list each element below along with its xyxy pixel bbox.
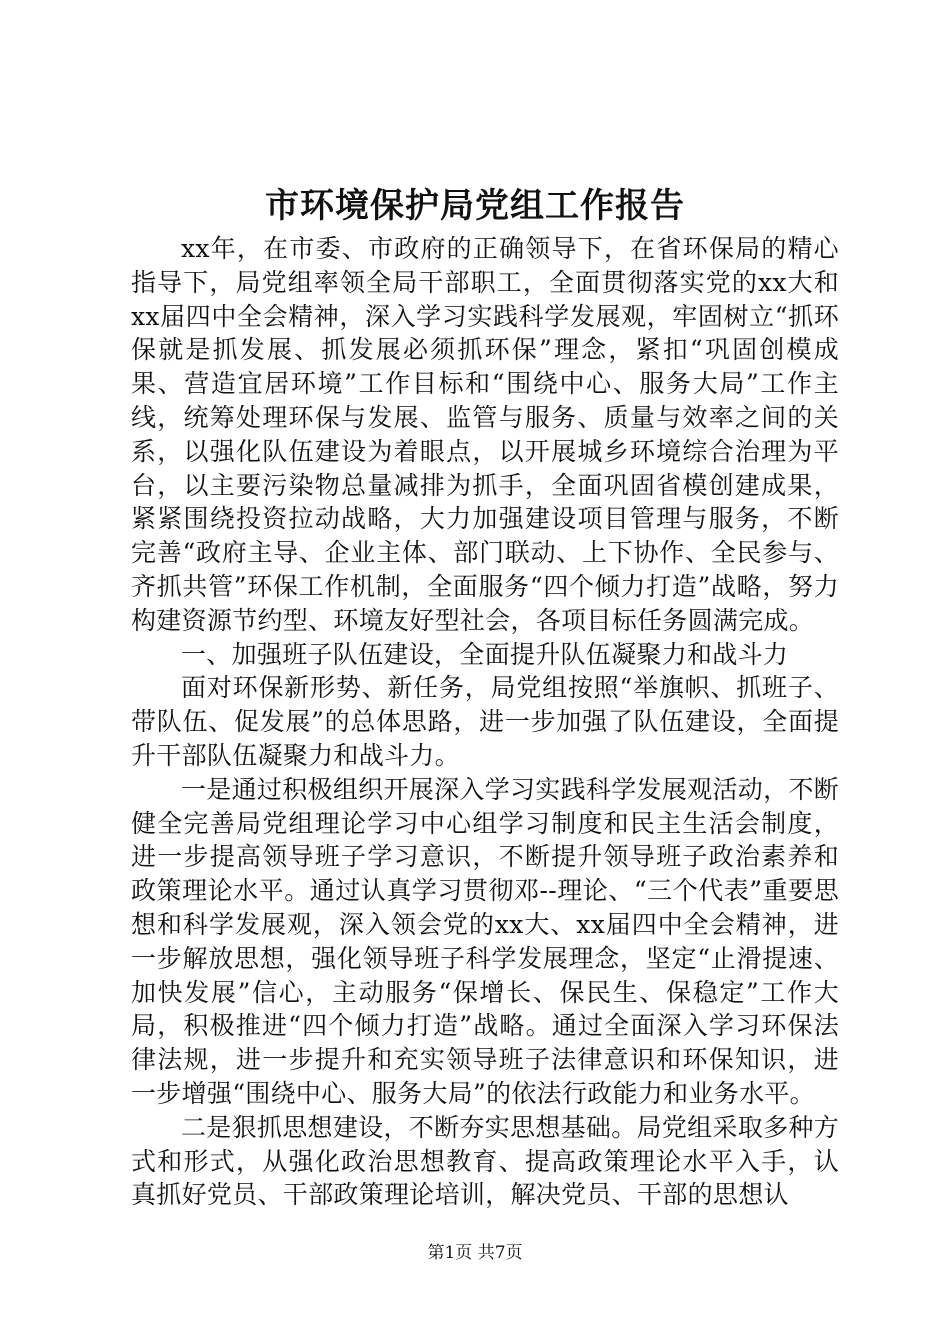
paragraph-intro: xx年，在市委、市政府的正确领导下，在省环保局的精心指导下，局党组率领全局干部职工，全面贯彻落实党的xx大和xx届四中全会精神，深入学习实践科学发展观，牢固树立“抓环保就是抓发展、抓发展必须抓环保”理念，紧扣“巩固创模成果、营造宜居环境”工作目标和“围绕中心、服务大局”工作主线，统筹处理环保与发展、监管与服务、质量与效率之间的关系，以强化队伍建设为着眼点，以开展城乡环境综合治理为平台，以主要污染物总量减排为抓手，全面巩固省模创建成果，紧紧围绕投资拉动战略，大力加强建设项目管理与服务，不断完善“政府主导、企业主体、部门联动、上下协作、全民参与、齐抓共管”环保工作机制，全面服务“四个倾力打造”战略，努力构建资源节约型、环境友好型社会，各项目标任务圆满完成。 bbox=[131, 234, 839, 635]
paragraph-section-1-intro: 面对环保新形势、新任务，局党组按照“举旗帜、抓班子、带队伍、促发展”的总体思路，进一步加强了队伍建设，全面提升干部队伍凝聚力和战斗力。 bbox=[131, 673, 839, 770]
paragraph-point-1: 一是通过积极组织开展深入学习实践科学发展观活动，不断健全完善局党组理论学习中心组学习制度和民主生活会制度，进一步提高领导班子学习意识，不断提升领导班子政治素养和政策理论水平。通过认真学习贯彻邓--理论、“三个代表”重要思想和科学发展观，深入领会党的xx大、xx届四中全会精神，进一步解放思想，强化领导班子科学发展理念，坚定“止滑提速、加快发展”信心，主动服务“保增长、保民生、保稳定”工作大局，积极推进“四个倾力打造”战略。通过全面深入学习环保法律法规，进一步提升和充实领导班子法律意识和环保知识，进一步增强“围绕中心、服务大局”的依法行政能力和业务水平。 bbox=[131, 774, 839, 1108]
page-footer: 第1页 共7页 bbox=[427, 1243, 523, 1263]
section-heading-1: 一、加强班子队伍建设，全面提升队伍凝聚力和战斗力 bbox=[181, 639, 789, 669]
document-body bbox=[131, 232, 839, 1212]
paragraph-point-2: 二是狠抓思想建设，不断夯实思想基础。局党组采取多种方式和形式，从强化政治思想教育、提高政策理论水平入手，认真抓好党员、干部政策理论培训，解决党员、干部的思想认 bbox=[131, 1112, 839, 1210]
document-title: 市环境保护局党组工作报告 bbox=[265, 186, 685, 226]
